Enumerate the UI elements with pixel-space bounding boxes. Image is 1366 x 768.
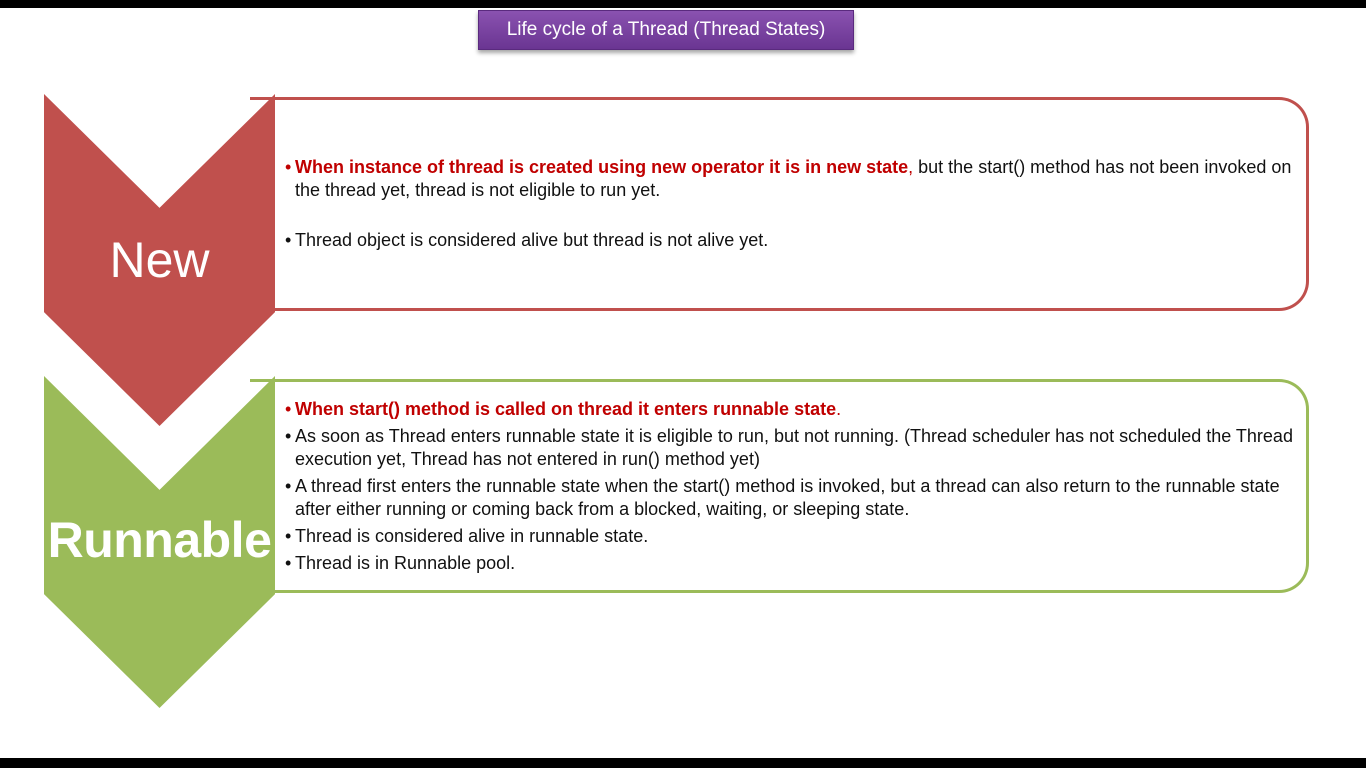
highlight-text: When instance of thread is created using new operator it is in new state — [295, 157, 909, 177]
list-item — [285, 398, 1300, 421]
bullet-text: Thread is considered alive in runnable state. — [295, 526, 649, 546]
list-item — [285, 156, 1300, 202]
slide — [0, 8, 1366, 758]
bullet-text: Thread object is considered alive but thread is not alive yet. — [295, 230, 769, 250]
bullet-text: Thread is in Runnable pool. — [295, 553, 516, 573]
new-state-bullets — [285, 156, 1300, 252]
runnable-state-bullets — [285, 398, 1300, 575]
list-item — [285, 525, 1300, 548]
bullet-text: As soon as Thread enters runnable state it is eligible to run, but not running. (Thread scheduler has not scheduled the Thread execution yet, Thread has not entered in run() method yet) — [295, 426, 1293, 469]
list-item — [285, 475, 1300, 521]
list-item — [285, 425, 1300, 471]
list-item — [285, 229, 1300, 252]
highlight-punct: , — [908, 157, 914, 177]
highlight-punct: . — [836, 399, 842, 419]
slide-title: Life cycle of a Thread (Thread States) — [478, 10, 854, 50]
bullet-text: A thread first enters the runnable state when the start() method is invoked, but a thread can also return to the runnable state after either running or coming back from a blocked, waiting, or sleeping state. — [295, 476, 1280, 519]
highlight-text: When start() method is called on thread it enters runnable state — [295, 399, 837, 419]
new-state-label: New — [109, 232, 210, 288]
runnable-state-label: Runnable — [47, 512, 272, 568]
list-item — [285, 552, 1300, 575]
bullet-text: but the start() method has not been invoked on the thread yet, thread is not eligible to run yet. — [295, 157, 1292, 200]
